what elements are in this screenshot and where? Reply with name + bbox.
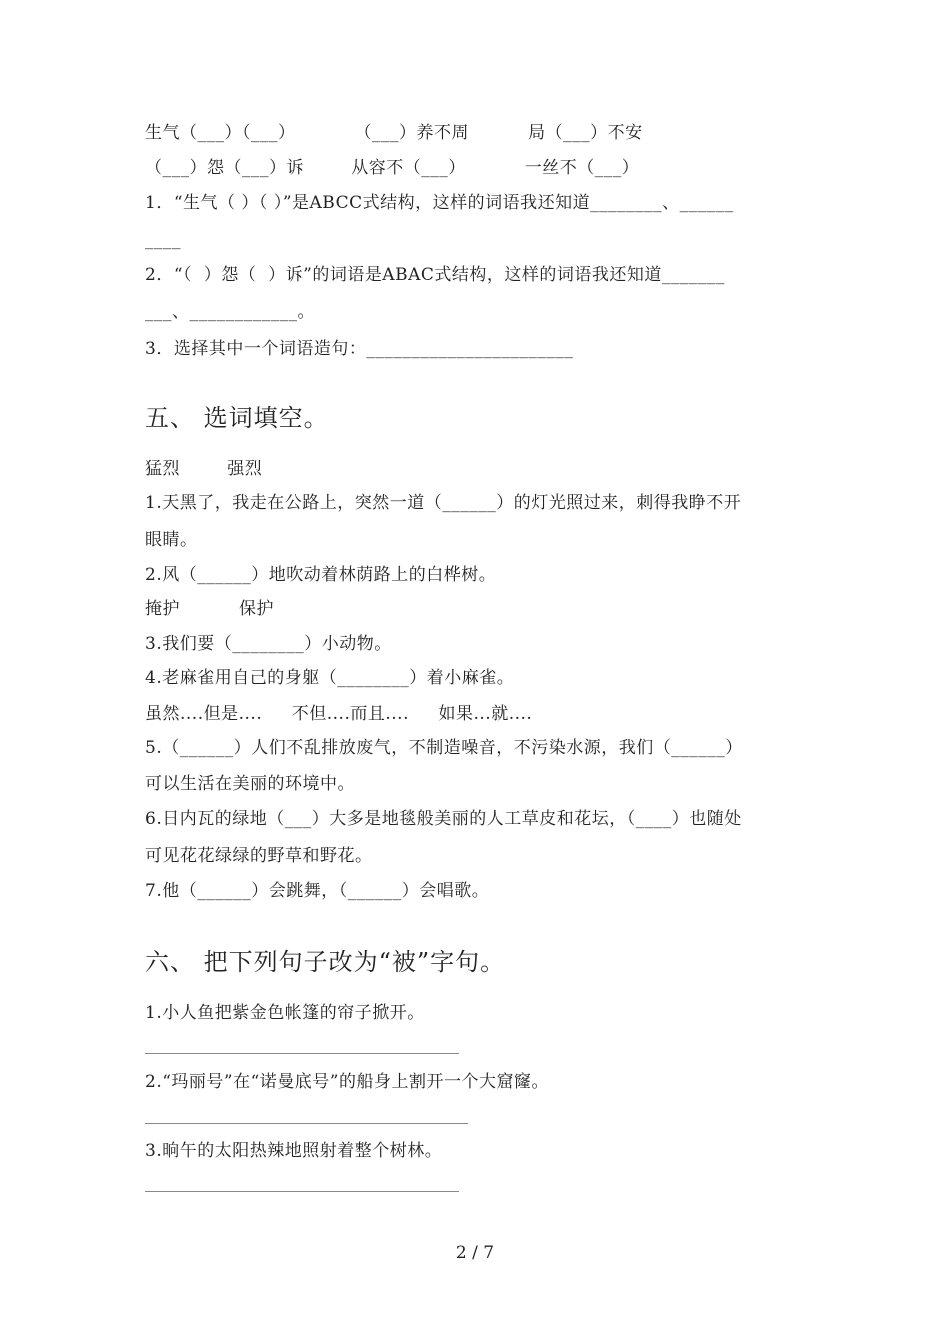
question-5-6-line-2: 可见花花绿绿的野草和野花。 [145, 846, 373, 866]
answer-line-6-2 [145, 1123, 468, 1124]
idiom-row-2: （___）怨（___）诉 从容不（___） 一丝不（___） [145, 158, 640, 178]
question-5-4: 4.老麻雀用自己的身躯（________）着小麻雀。 [145, 668, 515, 688]
answer-line-6-3 [145, 1191, 459, 1192]
question-5-7: 7.他（______）会跳舞，（______）会唱歌。 [145, 881, 490, 901]
question-5-5-line-1: 5.（______）人们不乱排放废气，不制造噪音，不污染水源，我们（______） [145, 738, 743, 758]
question-5-6-line-1: 6.日内瓦的绿地（___）大多是地毯般美丽的人工草皮和花坛，（____）也随处 [145, 809, 742, 829]
question-5-5-line-2: 可以生活在美丽的环境中。 [145, 774, 355, 794]
word-choices-1: 猛烈 强烈 [145, 459, 263, 479]
question-6-2: 2.“玛丽号”在“诺曼底号”的船身上割开一个大窟窿。 [145, 1072, 549, 1092]
question-4-2-line-2: ___、____________。 [145, 302, 315, 322]
question-5-1-line-1: 1.天黑了，我走在公路上，突然一道（______）的灯光照过来，刺得我睁不开 [145, 493, 742, 513]
question-4-2-line-1: 2．“（ ）怨（ ）诉”的词语是ABAC式结构，这样的词语我还知道_______ [145, 265, 725, 285]
conjunction-choices: 虽然....但是.... 不但....而且.... 如果...就.... [145, 704, 533, 724]
question-6-1: 1.小人鱼把紫金色帐篷的帘子掀开。 [145, 1003, 425, 1023]
question-5-3: 3.我们要（________）小动物。 [145, 634, 392, 654]
word-choices-2: 掩护 保护 [145, 599, 275, 619]
question-5-2: 2.风（______）地吹动着林荫路上的白桦树。 [145, 565, 497, 585]
answer-line-6-1 [145, 1053, 459, 1054]
question-4-1-line-1: 1．“生气（ ）（ ）”是ABCC式结构，这样的词语我还知道________、______ [145, 193, 734, 213]
question-4-3: 3．选择其中一个词语造句：_______________________ [145, 339, 574, 359]
question-5-1-line-2: 眼睛。 [145, 530, 198, 550]
idiom-row-1: 生气（___）（___） （___）养不周 局（___）不安 [145, 123, 643, 143]
page-number: 2 / 7 [455, 1243, 495, 1263]
question-6-3: 3.晌午的太阳热辣地照射着整个树林。 [145, 1141, 443, 1161]
section-5-heading: 五、 选词填空。 [145, 404, 329, 432]
section-6-heading: 六、 把下列句子改为“被”字句。 [145, 948, 506, 976]
question-4-1-line-2: ____ [145, 230, 181, 250]
